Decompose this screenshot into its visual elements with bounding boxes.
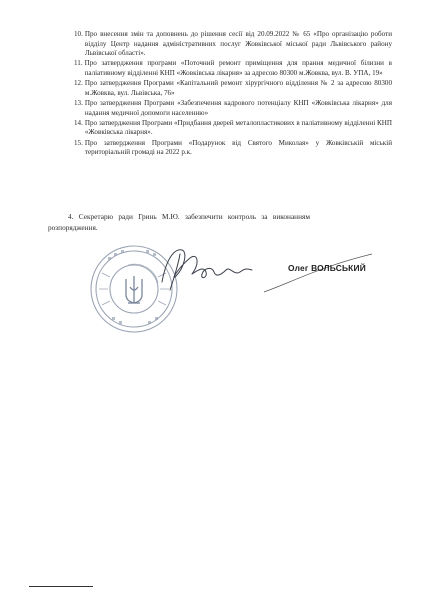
item-text: Про внесення змін та доповнень до рішення сесії від 20.09.2022 № 65 «Про організацію роботи відділу Центр надання адміністративних послуг Жовківської міської ради Львівського району Львівської області». [84, 30, 392, 58]
item-number: 15. [74, 138, 83, 147]
control-paragraph [48, 211, 394, 233]
item-text: Про затвердження Програми «Капітальний ремонт хірургічного відділення № 2 за адресою 80300 м.Жовква, вул. Львівська, 76» [84, 79, 392, 97]
list-item [74, 99, 392, 118]
item-text: Про затвердження програми «Поточний ремонт приміщення для прання медичної білизни в паліативному відділенні КНП «Жовківська лікарня» за адресою 80300 м.Жовква, вул. В. УПА, 19» [84, 59, 392, 77]
agenda-list [74, 30, 392, 158]
item-text: Про затвердження Програми «Подарунок від Святого Миколая» у Жовківській міській територіальній громаді на 2022 р.к. [84, 138, 392, 157]
list-item [74, 30, 392, 59]
signer-name: Олег ВОЛЬСЬКИЙ [288, 263, 366, 273]
item-text: Про затвердження Програми «Придбання дверей металопластикових в паліативному відділенні КНП «Жовківська лікарня». [84, 118, 392, 137]
item-number: 12. [74, 79, 83, 88]
control-paragraph-line-2: розпорядження. [48, 223, 98, 232]
item-number: 10. [74, 30, 83, 38]
list-item [74, 79, 392, 98]
list-item [74, 59, 392, 78]
footer-divider [29, 586, 93, 587]
item-number: 14. [74, 118, 83, 127]
list-item [74, 119, 392, 138]
trident-emblem [126, 276, 142, 303]
handwritten-signature [156, 238, 276, 298]
item-number: 13. [74, 98, 83, 107]
signature-line [262, 252, 374, 294]
control-paragraph-line-1: 4. Секретарю ради Гринь М.Ю. забезпечити контроль за виконанням [68, 212, 310, 221]
list-item [74, 139, 392, 158]
item-number: 11. [74, 59, 83, 68]
item-text: Про затвердження Програми «Забезпечення кадрового потенціалу КНП «Жовківська лікарня» для надання медичної допомоги населенню» [84, 98, 392, 117]
